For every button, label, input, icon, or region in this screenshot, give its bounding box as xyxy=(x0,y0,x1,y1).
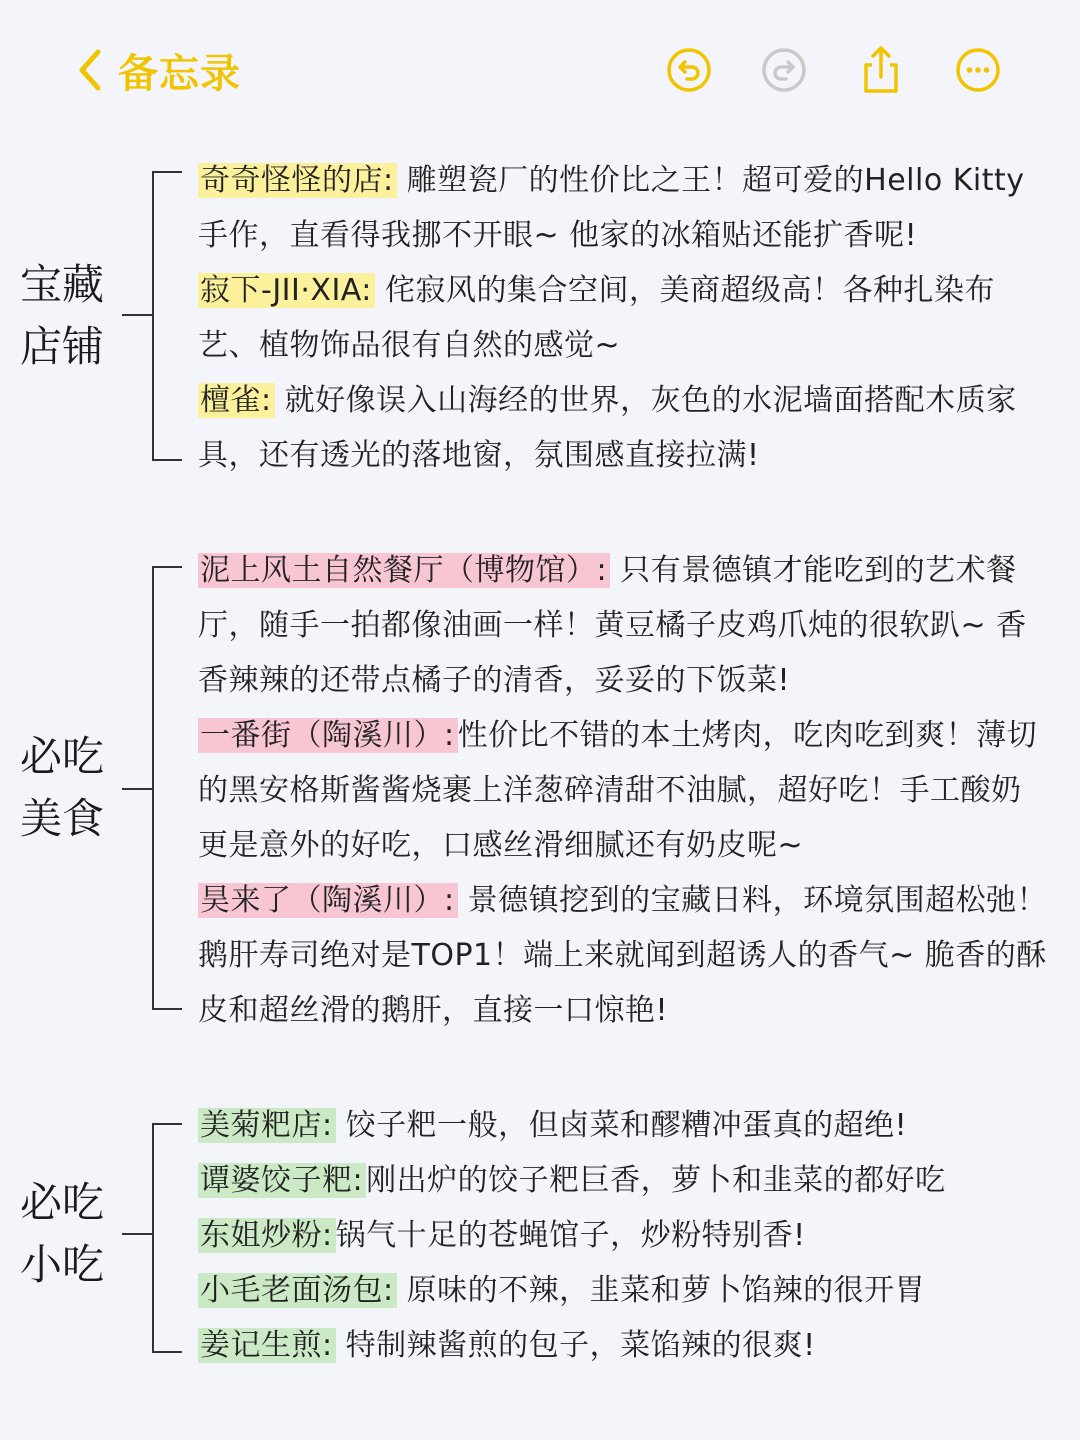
top-toolbar xyxy=(0,0,1080,140)
entry-name: 一番街（陶溪川）: xyxy=(198,718,458,753)
entry-name: 姜记生煎: xyxy=(198,1328,336,1363)
bracket xyxy=(152,171,182,461)
entry-list xyxy=(198,153,1048,483)
bracket-tick xyxy=(122,314,152,316)
share-icon xyxy=(858,45,904,95)
entry-text: 就好像误入山海经的世界，灰色的水泥墙面搭配木质家具，还有透光的落地窗，氛围感直接拉满! xyxy=(198,383,1017,473)
list-item xyxy=(198,708,1048,873)
more-icon xyxy=(955,47,1001,93)
more-button[interactable] xyxy=(952,44,1004,96)
list-item xyxy=(198,1098,1048,1153)
back-label: 备忘录 xyxy=(118,50,241,97)
entry-name: 美菊粑店: xyxy=(198,1108,336,1143)
chevron-left-icon xyxy=(74,48,104,92)
list-item xyxy=(198,1153,1048,1208)
entry-text: 雕塑瓷厂的性价比之王！超可爱的Hello Kitty手作，直看得我挪不开眼~ 他家的冰箱贴还能扩香呢! xyxy=(198,163,1025,253)
list-item xyxy=(198,543,1048,708)
section-label-line2: 店铺 xyxy=(20,322,105,371)
bracket-tick xyxy=(122,788,152,790)
bracket-tick xyxy=(122,1233,152,1235)
entry-text: 锅气十足的苍蝇馆子，炒粉特别香! xyxy=(335,1218,806,1253)
section-label xyxy=(20,726,104,850)
entry-text: 饺子粑一般，但卤菜和醪糟冲蛋真的超绝! xyxy=(335,1108,908,1143)
entry-list xyxy=(198,543,1048,1038)
entry-name: 东姐炒粉: xyxy=(198,1218,336,1253)
section-label xyxy=(20,254,104,378)
entry-name: 泥上风土自然餐厅（博物馆）: xyxy=(198,553,610,588)
undo-button[interactable] xyxy=(663,44,715,96)
section-label-line1: 宝藏 xyxy=(20,260,105,309)
entry-text: 刚出炉的饺子粑巨香，萝卜和韭菜的都好吃 xyxy=(366,1163,946,1198)
entry-text: 性价比不错的本土烤肉，吃肉吃到爽！薄切的黑安格斯酱酱烧裹上洋葱碎清甜不油腻，超好吃！手工酸奶更是意外的好吃，口感丝滑细腻还有奶皮呢~ xyxy=(198,718,1038,863)
entry-name: 奇奇怪怪的店: xyxy=(198,163,397,198)
list-item xyxy=(198,873,1048,1038)
share-button[interactable] xyxy=(855,44,907,96)
section-label-line1: 必吃 xyxy=(20,732,105,781)
undo-icon xyxy=(666,47,712,93)
entry-list xyxy=(198,1098,1048,1373)
bracket xyxy=(152,1123,182,1353)
entry-name: 昊来了（陶溪川）: xyxy=(198,883,458,918)
list-item xyxy=(198,373,1048,483)
entry-text: 原味的不辣，韭菜和萝卜馅辣的很开胃 xyxy=(396,1273,926,1308)
section-label-line2: 小吃 xyxy=(20,1240,105,1289)
section-label-line1: 必吃 xyxy=(20,1178,105,1227)
back-button[interactable] xyxy=(74,44,241,96)
entry-text: 侘寂风的集合空间，美商超级高！各种扎染布艺、植物饰品很有自然的感觉~ xyxy=(198,273,995,363)
section-label-line2: 美食 xyxy=(20,794,105,843)
entry-text: 只有景德镇才能吃到的艺术餐厅，随手一拍都像油画一样！黄豆橘子皮鸡爪炖的很软趴~ 香香辣辣的还带点橘子的清香，妥妥的下饭菜! xyxy=(198,553,1027,698)
section-label xyxy=(20,1172,104,1296)
list-item xyxy=(198,1263,1048,1318)
entry-text: 景德镇挖到的宝藏日料，环境氛围超松弛！鹅肝寿司绝对是TOP1！端上来就闻到超诱人的香气~ 脆香的酥皮和超丝滑的鹅肝，直接一口惊艳! xyxy=(198,883,1048,1028)
list-item xyxy=(198,1318,1048,1373)
entry-name: 寂下-JII·XIA: xyxy=(198,273,375,308)
bracket xyxy=(152,566,182,1010)
list-item xyxy=(198,1208,1048,1263)
entry-name: 谭婆饺子粑: xyxy=(198,1163,366,1198)
entry-name: 檀雀: xyxy=(198,383,275,418)
redo-icon xyxy=(761,47,807,93)
list-item xyxy=(198,153,1048,263)
redo-button[interactable] xyxy=(758,44,810,96)
list-item xyxy=(198,263,1048,373)
entry-name: 小毛老面汤包: xyxy=(198,1273,397,1308)
entry-text: 特制辣酱煎的包子，菜馅辣的很爽! xyxy=(335,1328,816,1363)
